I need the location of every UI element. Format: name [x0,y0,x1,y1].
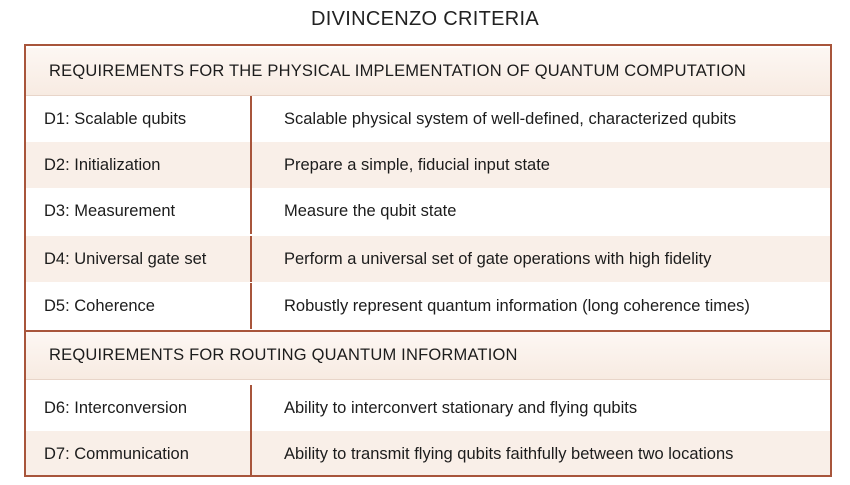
table-row [26,142,830,188]
criterion-description: Perform a universal set of gate operations with high fidelity [284,249,712,268]
criterion-name: D2: Initialization [26,142,252,188]
criterion-name: D5: Coherence [26,283,252,329]
criterion-name: D6: Interconversion [26,385,252,431]
section-header-physical: REQUIREMENTS FOR THE PHYSICAL IMPLEMENTATION OF QUANTUM COMPUTATION [26,48,830,96]
table-row [26,431,830,477]
table-row [26,385,830,431]
criterion-description: Scalable physical system of well-defined, characterized qubits [284,109,737,128]
criterion-name: D4: Universal gate set [26,236,252,282]
criterion-name: D3: Measurement [26,188,252,234]
criteria-table [24,44,832,477]
criterion-description: Prepare a simple, fiducial input state [284,155,550,174]
criterion-description: Measure the qubit state [284,201,457,220]
table-row [26,96,830,142]
criterion-description: Ability to transmit flying qubits faithfully between two locations [284,444,734,463]
table-row [26,283,830,329]
table-row [26,236,830,282]
criterion-name: D1: Scalable qubits [26,96,252,142]
section-header-routing: REQUIREMENTS FOR ROUTING QUANTUM INFORMATION [26,330,830,380]
page-title: DIVINCENZO CRITERIA [311,8,539,30]
criterion-description: Robustly represent quantum information (long coherence times) [284,296,750,315]
criterion-name: D7: Communication [26,431,252,477]
criterion-description: Ability to interconvert stationary and flying qubits [284,398,638,417]
table-row [26,188,830,234]
